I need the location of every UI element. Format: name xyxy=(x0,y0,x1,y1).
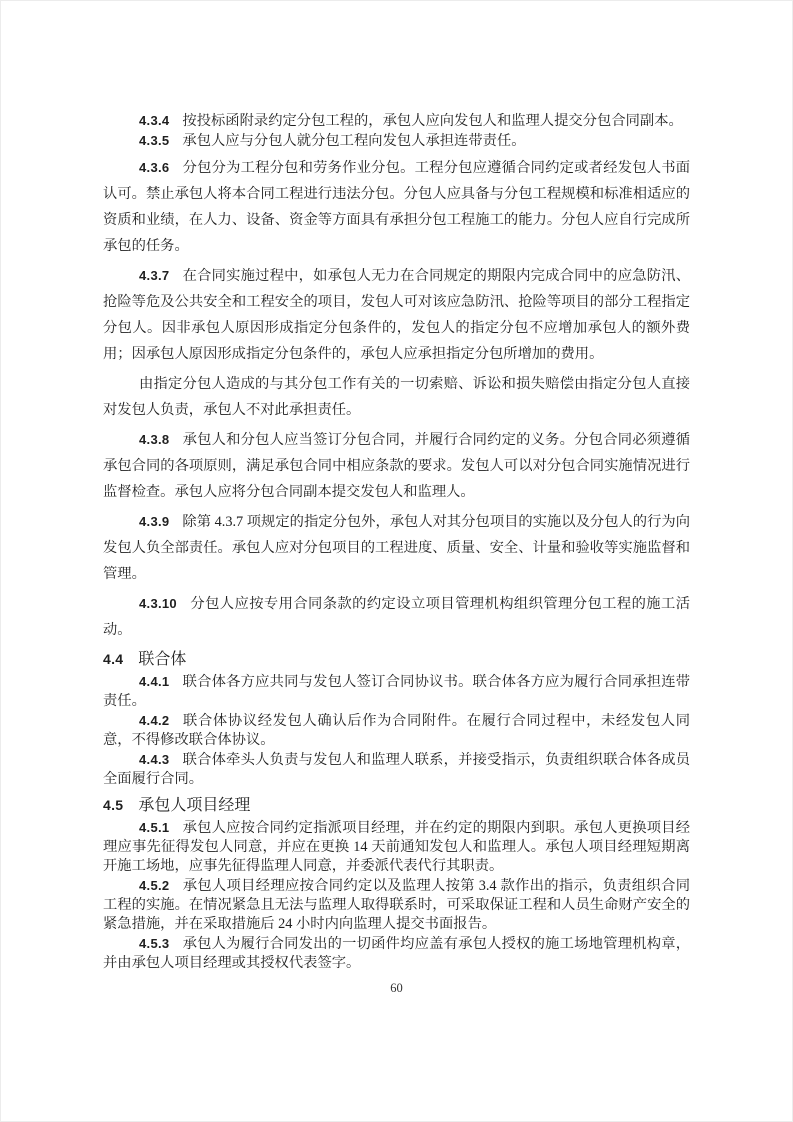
clause-text: 联合体牵头人负责与发包人和监理人联系，并接受指示，负责组织联合体各成员全面履行合同。 xyxy=(103,752,690,787)
document-content xyxy=(103,111,690,973)
clause-text: 分包分为工程分包和劳务作业分包。工程分包应遵循合同约定或者经发包人书面认可。禁止承包人将本合同工程进行违法分包。分包人应具备与分包工程规模和标准相适应的资质和业绩，在人力、设备、资金等方面具有承担分包工程施工的能力。分包人应自行完成所承包的任务。 xyxy=(103,160,690,254)
clause-4-3-5 xyxy=(103,131,690,151)
clause-4-5-3 xyxy=(103,934,690,973)
clause-4-4-1 xyxy=(103,672,690,711)
clause-text: 承包人应按合同约定指派项目经理，并在约定的期限内到职。承包人更换项目经理应事先征得发包人同意，并应在更换 14 天前通知发包人和监理人。承包人项目经理短期离开施工场地，应事先征得监理人同意，并委派代表代行其职责。 xyxy=(103,820,690,874)
clause-text: 承包人应与分包人就分包工程向发包人承担连带责任。 xyxy=(182,133,526,149)
clause-4-4-3 xyxy=(103,750,690,789)
clause-number: 4.3.10 xyxy=(139,596,177,611)
clause-number: 4.4.2 xyxy=(139,713,170,728)
clause-text: 除第 4.3.7 项规定的指定分包外，承包人对其分包项目的实施以及分包人的行为向发包人负全部责任。承包人应对分包项目的工程进度、质量、安全、计量和验收等实施监督和管理。 xyxy=(103,514,690,582)
clause-text: 承包人为履行合同发出的一切函件均应盖有承包人授权的施工场地管理机构章，并由承包人项目经理或其授权代表签字。 xyxy=(103,936,690,971)
heading-text: 承包人项目经理 xyxy=(138,797,251,814)
clause-number: 4.3.5 xyxy=(139,133,170,148)
section-heading-4-5 xyxy=(103,793,690,818)
paragraph-text: 由指定分包人造成的与其分包工作有关的一切索赔、诉讼和损失赔偿由指定分包人直接对发包人负责，承包人不对此承担责任。 xyxy=(103,376,690,418)
page-number: 60 xyxy=(390,981,403,995)
heading-text: 联合体 xyxy=(138,651,187,668)
clause-text: 承包人和分包人应当签订分包合同，并履行合同约定的义务。分包合同必须遵循承包合同的各项原则，满足承包合同中相应条款的要求。发包人可以对分包合同实施情况进行监督检查。承包人应将分包合同副本提交发包人和监理人。 xyxy=(103,432,690,500)
heading-number: 4.5 xyxy=(103,797,124,813)
clause-4-3-7 xyxy=(103,263,690,367)
clause-number: 4.3.4 xyxy=(139,113,170,128)
clause-number: 4.5.1 xyxy=(139,820,170,835)
clause-4-5-1 xyxy=(103,818,690,876)
clause-number: 4.3.6 xyxy=(139,160,170,175)
clause-text: 联合体各方应共同与发包人签订合同协议书。联合体各方应为履行合同承担连带责任。 xyxy=(103,674,690,709)
paragraph-designated-subcontractor-liability xyxy=(103,371,690,423)
clause-4-3-6 xyxy=(103,155,690,259)
clause-number: 4.4.3 xyxy=(139,752,170,767)
heading-number: 4.4 xyxy=(103,651,124,667)
clause-text: 承包人项目经理应按合同约定以及监理人按第 3.4 款作出的指示，负责组织合同工程的实施。在情况紧急且无法与监理人取得联系时，可采取保证工程和人员生命财产安全的紧急措施，并在采取措施后 24 小时内向监理人提交书面报告。 xyxy=(103,878,690,932)
clause-4-3-10 xyxy=(103,591,690,643)
clause-number: 4.5.3 xyxy=(139,936,170,951)
clause-4-4-2 xyxy=(103,711,690,750)
section-heading-4-4 xyxy=(103,647,690,672)
clause-text: 分包人应按专用合同条款的约定设立项目管理机构组织管理分包工程的施工活动。 xyxy=(103,596,690,638)
clause-4-3-9 xyxy=(103,509,690,587)
clause-text: 在合同实施过程中，如承包人无力在合同规定的期限内完成合同中的应急防汛、抢险等危及公共安全和工程安全的项目，发包人可对该应急防汛、抢险等项目的部分工程指定分包人。因非承包人原因形成指定分包条件的，发包人的指定分包不应增加承包人的额外费用；因承包人原因形成指定分包条件的，承包人应承担指定分包所增加的费用。 xyxy=(103,268,690,362)
clause-text: 按投标函附录约定分包工程的，承包人应向发包人和监理人提交分包合同副本。 xyxy=(182,113,683,129)
clause-number: 4.3.7 xyxy=(139,268,170,283)
clause-4-3-8 xyxy=(103,427,690,505)
clause-number: 4.4.1 xyxy=(139,674,170,689)
clause-text: 联合体协议经发包人确认后作为合同附件。在履行合同过程中，未经发包人同意，不得修改联合体协议。 xyxy=(103,713,690,748)
clause-number: 4.3.9 xyxy=(139,514,170,529)
clause-4-3-4 xyxy=(103,111,690,131)
clause-number: 4.3.8 xyxy=(139,432,170,447)
clause-4-5-2 xyxy=(103,876,690,934)
clause-number: 4.5.2 xyxy=(139,878,170,893)
